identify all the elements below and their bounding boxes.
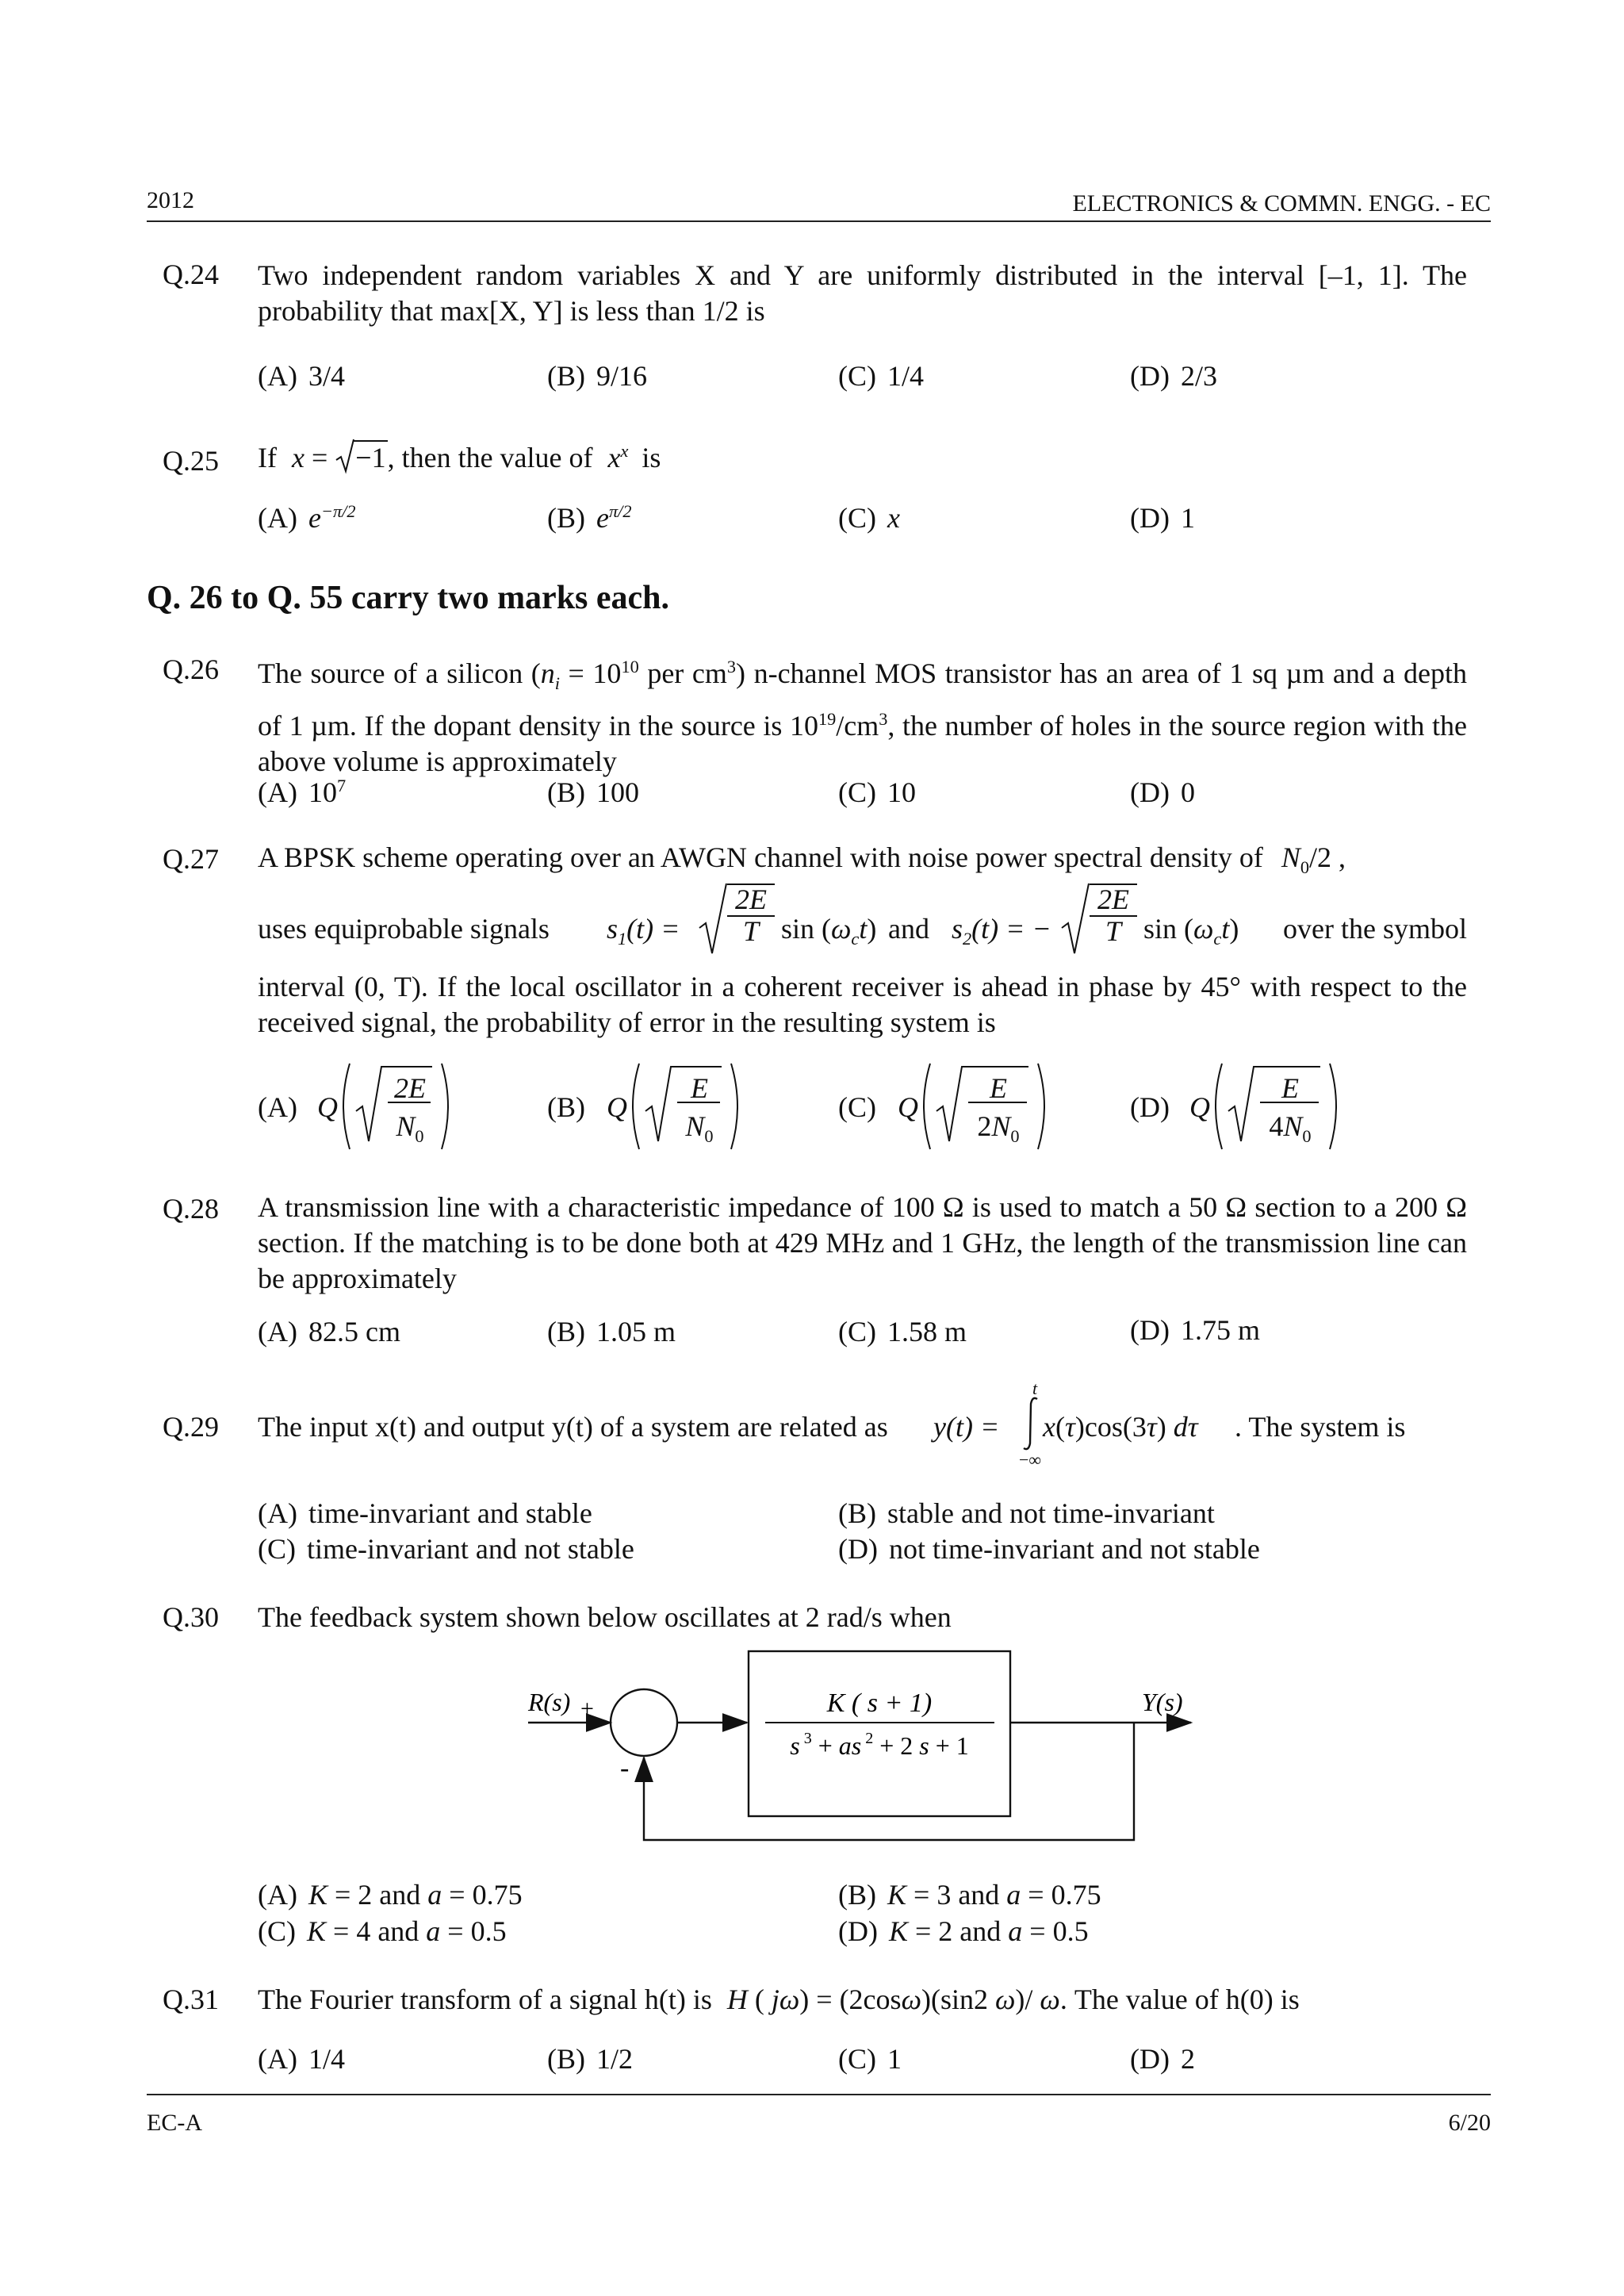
q31-option-a[interactable]: (A) 1/4 — [258, 2043, 345, 2075]
q25-option-a[interactable]: (A) $e^{-\pi/2}$ — [258, 501, 356, 534]
q29-option-a[interactable]: (A) time-invariant and stable — [258, 1497, 592, 1529]
q31-option-d[interactable]: (D) 2 — [1130, 2043, 1195, 2075]
header-year: 2012 — [147, 187, 194, 213]
block-numerator: K ( s + 1) — [826, 1688, 933, 1718]
q28-option-b[interactable]: (B) 1.05 m — [547, 1316, 676, 1347]
summing-junction — [611, 1689, 677, 1756]
q30-option-c[interactable]: (C) K = 4 and a = 0.5 — [258, 1915, 507, 1947]
q29-text: The input x(t) and output y(t) of a system are related as y(t) = t −∞ x(τ)cos(3τ) dτ . The system is — [258, 1378, 1406, 1470]
q25-text: If x = −1, then the value of $x^x$ is — [258, 441, 661, 474]
q31-option-c[interactable]: (C) 1 — [838, 2043, 902, 2075]
block-denominator: s $^3$ + as $^2$ + 2 s + 1 — [790, 1730, 969, 1760]
q24-option-b[interactable]: (B) 9/16 — [547, 360, 648, 392]
q24-option-d[interactable]: (D) 2/3 — [1130, 360, 1217, 392]
q28-option-a[interactable]: (A) 82.5 cm — [258, 1316, 400, 1347]
footer-code: EC-A — [147, 2110, 202, 2136]
q27-line1: A BPSK scheme operating over an AWGN channel with noise power spectral density of $N_0/2$ , — [258, 841, 1346, 878]
footer-page: 6/20 — [1448, 2110, 1491, 2136]
q25-option-c[interactable]: (C) x — [838, 502, 900, 534]
q30-number: Q.30 — [163, 1601, 219, 1633]
output-label: Y(s) — [1142, 1688, 1183, 1716]
header-title: ELECTRONICS & COMMN. ENGG. - EC — [1072, 190, 1491, 217]
q26-text: The source of a silicon ($n_i = 10^{10}$ per $cm^3$) n-channel MOS transistor has an area of 1 sq µm and a depth of 1 µm. If the dopant density in the source is $10^{19}/cm^3$, the number of holes in the source region with the above volume is approximately — [258, 657, 1468, 778]
q30-text: The feedback system shown below oscillates at 2 rad/s when — [258, 1601, 952, 1633]
summing-minus: - — [620, 1754, 630, 1783]
sqrt-sign-icon — [1060, 880, 1092, 956]
q29-option-b[interactable]: (B) stable and not time-invariant — [838, 1497, 1215, 1529]
q25-number: Q.25 — [163, 445, 219, 477]
q30-option-a[interactable]: (A) K = 2 and a = 0.75 — [258, 1879, 523, 1911]
q29-number: Q.29 — [163, 1411, 219, 1443]
q25-option-b[interactable]: (B) $e^{\pi/2}$ — [547, 501, 632, 534]
header-rule — [147, 220, 1491, 222]
q27-options: (A) Q 2E $N_0$ (B) Q E $N_0$ (C) Q E $2N_0$ (D) Q E $4N_0$ — [258, 1059, 1495, 1162]
q26-number: Q.26 — [163, 654, 219, 685]
q26-option-b[interactable]: (B) 100 — [547, 776, 639, 808]
sqrt-sign-icon — [335, 438, 355, 474]
q29-option-d[interactable]: (D) not time-invariant and not stable — [838, 1533, 1260, 1565]
q31-text: The Fourier transform of a signal h(t) is H ( jω) = (2cosω)(sin2 ω)/ ω. The value of h(0) is — [258, 1984, 1300, 2015]
q24-option-c[interactable]: (C) 1/4 — [838, 360, 925, 392]
q28-option-d[interactable]: (D) 1.75 m — [1130, 1314, 1260, 1346]
integral-sign-icon — [1021, 1396, 1040, 1451]
q28-option-c[interactable]: (C) 1.58 m — [838, 1316, 967, 1347]
q26-option-d[interactable]: (D) 0 — [1130, 776, 1195, 808]
q28-text: A transmission line with a characteristic impedance of 100 Ω is used to match a 50 Ω section to a 200 Ω section. If the matching is to be done both at 429 MHz and 1 GHz, the length of the transmission line can be approximately — [258, 1191, 1467, 1294]
q24-text: Two independent random variables X and Y are uniformly distributed in the interval [–1, 1]. The probability that max[X, Y] is less than 1/2 is — [258, 259, 1467, 327]
q26-option-a[interactable]: (A) $10^7$ — [258, 776, 347, 808]
q31-number: Q.31 — [163, 1984, 219, 2015]
q27-line2: uses equiprobable signals $s_1(t)$ = $\frac{2E}{T}$ $\sin (\omega_ct)$ and $s_2(t)$ = − $\frac{2E}{T}$ $\sin (\omega_ct)$ over the symbol — [258, 880, 1479, 960]
q30-option-d[interactable]: (D) K = 2 and a = 0.5 — [838, 1915, 1089, 1947]
q28-number: Q.28 — [163, 1193, 219, 1225]
summing-plus: + — [580, 1696, 594, 1722]
q24-number: Q.24 — [163, 259, 219, 290]
q31-option-b[interactable]: (B) 1/2 — [547, 2043, 634, 2075]
q30-option-b[interactable]: (B) K = 3 and a = 0.75 — [838, 1879, 1101, 1911]
input-label: R(s) — [528, 1688, 571, 1716]
footer-rule — [147, 2094, 1491, 2095]
q25-option-d[interactable]: (D) 1 — [1130, 502, 1195, 534]
q24-option-a[interactable]: (A) 3/4 — [258, 360, 345, 392]
sqrt-sign-icon — [698, 880, 730, 956]
q26-option-c[interactable]: (C) 10 — [838, 776, 916, 808]
feedback-block-diagram — [508, 1650, 1221, 1856]
section-heading: Q. 26 to Q. 55 carry two marks each. — [147, 580, 670, 616]
q27-text-rest: interval (0, T). If the local oscillator in a coherent receiver is ahead in phase by 45° with respect to the received signal, the probability of error in the resulting system is — [258, 971, 1467, 1038]
q29-option-c[interactable]: (C) time-invariant and not stable — [258, 1533, 634, 1565]
q27-number: Q.27 — [163, 843, 219, 875]
